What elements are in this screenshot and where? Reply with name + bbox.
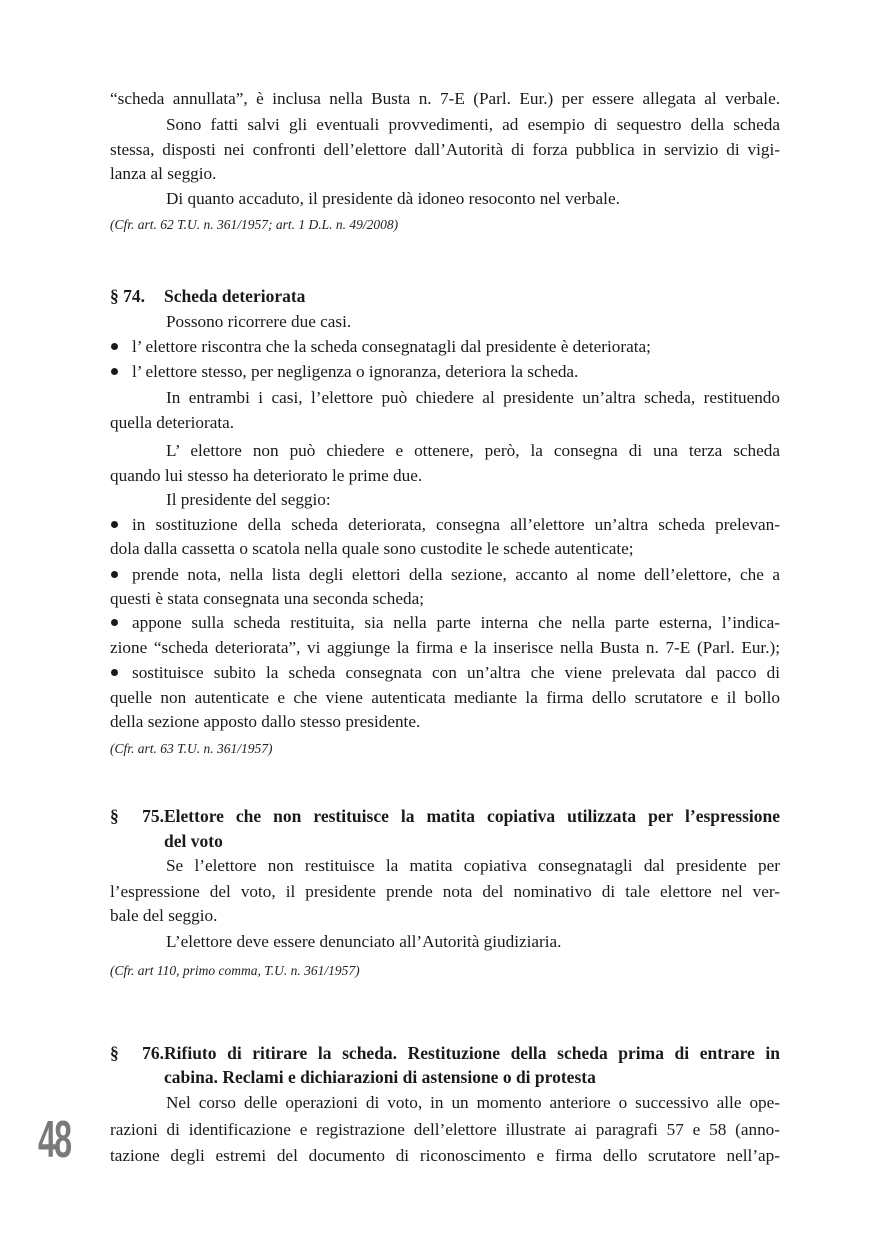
paragraph-line: lanza al seggio. (110, 164, 217, 183)
page-number: 48 (38, 1111, 71, 1169)
paragraph-line: della sezione apposto dallo stesso presidente. (110, 712, 421, 731)
paragraph-line: l’espressione del voto, il presidente prende nota del nominativo di tale elettore nel ver- (110, 882, 780, 901)
section-title-continued: cabina. Reclami e dichiarazioni di astensione o di protesta (164, 1067, 596, 1087)
paragraph-line: Di quanto accaduto, il presidente dà idoneo resoconto nel verbale. (166, 189, 620, 208)
section-heading-75 (110, 806, 780, 826)
bullet-icon (111, 343, 118, 350)
section-heading-74 (110, 286, 780, 306)
citation: (Cfr. art 110, primo comma, T.U. n. 361/1957) (110, 963, 360, 978)
paragraph-line: stessa, disposti nei confronti dell’elettore dall’Autorità di forza pubblica in servizio di vigi- (110, 140, 780, 159)
section-number: § 76. (110, 1043, 164, 1063)
paragraph-line: Il presidente del seggio: (166, 490, 331, 509)
bullet-icon (111, 619, 118, 626)
paragraph-line: razioni di identificazione e registrazione dell’elettore illustrate ai paragrafi 57 e 58 (anno- (110, 1120, 780, 1139)
bullet-icon (111, 669, 118, 676)
section-title: Scheda deteriorata (164, 286, 306, 306)
paragraph-line: L’ elettore non può chiedere e ottenere, però, la consegna di una terza scheda (166, 441, 780, 460)
paragraph-line: bale del seggio. (110, 906, 218, 925)
section-number: § 75. (110, 806, 164, 826)
bullet-text: prende nota, nella lista degli elettori della sezione, accanto al nome dell’elettore, che a (132, 565, 780, 584)
paragraph-line: Nel corso delle operazioni di voto, in un momento anteriore o successivo alle ope- (166, 1093, 780, 1112)
bullet-text: appone sulla scheda restituita, sia nella parte interna che nella parte esterna, l’indica- (132, 613, 780, 632)
paragraph-line: quella deteriorata. (110, 413, 235, 432)
bullet-text: l’ elettore riscontra che la scheda consegnatagli dal presidente è deteriorata; (132, 337, 651, 356)
paragraph-line: questi è stata consegnata una seconda scheda; (110, 589, 425, 608)
section-title-continued: del voto (164, 831, 223, 851)
section-heading-76 (110, 1043, 780, 1063)
paragraph-line: Possono ricorrere due casi. (166, 312, 352, 331)
bullet-icon (111, 521, 118, 528)
paragraph-line: tazione degli estremi del documento di riconoscimento e firma dello scrutatore nell’ap- (110, 1146, 780, 1165)
bullet-item (110, 565, 780, 585)
paragraph-line: quando lui stesso ha deteriorato le prime due. (110, 466, 423, 485)
paragraph-line: Sono fatti salvi gli eventuali provvedimenti, ad esempio di sequestro della scheda (166, 115, 780, 134)
bullet-item (110, 515, 780, 535)
bullet-item (110, 663, 780, 683)
paragraph-line: L’elettore deve essere denunciato all’Autorità giudiziaria. (166, 932, 562, 951)
citation: (Cfr. art. 63 T.U. n. 361/1957) (110, 741, 273, 756)
bullet-item (110, 613, 780, 633)
bullet-item (110, 337, 780, 357)
citation: (Cfr. art. 62 T.U. n. 361/1957; art. 1 D.L. n. 49/2008) (110, 217, 399, 232)
paragraph-line: “scheda annullata”, è inclusa nella Busta n. 7-E (Parl. Eur.) per essere allegata al verbale. (110, 89, 780, 108)
bullet-icon (111, 368, 118, 375)
section-number: § 74. (110, 286, 145, 306)
bullet-item (110, 362, 780, 382)
bullet-text: l’ elettore stesso, per negligenza o ignoranza, deteriora la scheda. (132, 362, 579, 381)
section-title: Elettore che non restituisce la matita copiativa utilizzata per l’espressione (164, 806, 780, 826)
bullet-icon (111, 571, 118, 578)
bullet-text: sostituisce subito la scheda consegnata con un’altra che viene prelevata dal pacco di (132, 663, 780, 682)
bullet-text: in sostituzione della scheda deteriorata, consegna all’elettore un’altra scheda prelevan- (132, 515, 780, 534)
section-title: Rifiuto di ritirare la scheda. Restituzione della scheda prima di entrare in (164, 1043, 780, 1063)
paragraph-line: In entrambi i casi, l’elettore può chiedere al presidente un’altra scheda, restituendo (166, 388, 780, 407)
paragraph-line: dola dalla cassetta o scatola nella quale sono custodite le schede autenticate; (110, 539, 634, 558)
paragraph-line: Se l’elettore non restituisce la matita copiativa consegnatagli dal presidente per (166, 856, 780, 875)
paragraph-line: zione “scheda deteriorata”, vi aggiunge la firma e la inserisce nella Busta n. 7-E (Parl. Eur.); (110, 638, 780, 657)
paragraph-line: quelle non autenticate e che viene autenticata mediante la firma dello scrutatore e il bollo (110, 688, 780, 707)
